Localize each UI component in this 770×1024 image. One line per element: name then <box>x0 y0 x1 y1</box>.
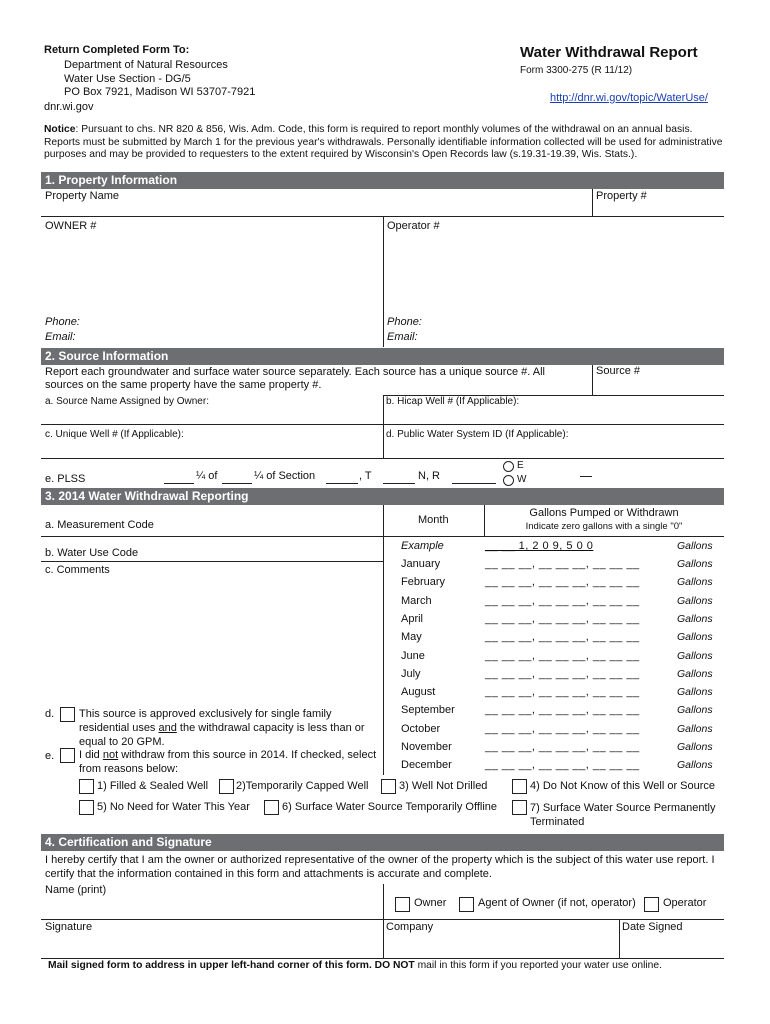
no-withdrawal-text-2: withdraw from this source in 2014. If checked, select from reasons below: <box>79 749 377 775</box>
month-row <box>401 613 731 631</box>
plss-township-label: , T <box>359 470 372 482</box>
section-2-header: 2. Source Information <box>41 348 724 365</box>
notice <box>44 124 729 162</box>
d-letter: d. <box>45 708 55 720</box>
month-name: March <box>401 594 432 607</box>
single-family-text <box>79 707 379 749</box>
month-name: July <box>401 667 421 680</box>
month-name: January <box>401 558 441 570</box>
month-gallons-field[interactable]: __ __ __, __ __ __, __ __ __ <box>485 576 640 589</box>
month-unit: Gallons <box>677 741 713 753</box>
month-gallons-field[interactable]: __ __ __, __ __ __, __ __ __ <box>485 631 640 644</box>
east-radio[interactable] <box>503 461 514 472</box>
reason-5-checkbox[interactable] <box>79 800 94 815</box>
no-withdrawal-text <box>79 748 379 776</box>
public-water-id-label: d. Public Water System ID (If Applicable): <box>386 429 569 440</box>
single-family-text-and: and <box>158 722 177 734</box>
property-name-label: Property Name <box>45 190 119 202</box>
month-gallons-field[interactable]: __ __ __, __ __ __, __ __ __ <box>485 667 640 680</box>
example-row <box>401 540 731 558</box>
example-value: __ __ 1, 2 0 9, 5 0 0 <box>485 540 594 552</box>
month-unit: Gallons <box>677 704 713 717</box>
reason-5-label: 5) No Need for Water This Year <box>97 801 250 813</box>
reason-1-label: 1) Filled & Sealed Well <box>97 780 209 792</box>
agent-checkbox[interactable] <box>459 897 474 912</box>
water-use-link[interactable]: http://dnr.wi.gov/topic/WaterUse/ <box>550 92 708 104</box>
source-instructions: Report each groundwater and surface water source separately. Each source has a unique source #. All sources on the same property have the same property #. <box>45 366 545 391</box>
month-gallons-field[interactable]: __ __ __, __ __ __, __ __ __ <box>485 612 640 625</box>
section-3-header: 3. 2014 Water Withdrawal Reporting <box>41 488 724 505</box>
month-row <box>401 723 731 741</box>
reason-7-label: 7) Surface Water Source Permanently Terminated <box>530 802 716 828</box>
company-label: Company <box>386 921 434 933</box>
month-row <box>401 650 731 668</box>
month-name: September <box>401 704 455 717</box>
month-row <box>401 741 731 759</box>
single-family-text-1: This source is approved exclusively for single family residential uses <box>79 708 332 734</box>
month-gallons-field[interactable]: __ __ __, __ __ __, __ __ __ <box>485 759 640 772</box>
month-row <box>401 704 731 722</box>
address-line: PO Box 7921, Madison WI 53707-7921 <box>64 86 256 98</box>
month-row <box>401 668 731 686</box>
source-number-label: Source # <box>596 365 641 377</box>
reason-6-checkbox[interactable] <box>264 800 279 815</box>
plss-range-label: N, R <box>418 470 440 482</box>
month-gallons-field[interactable]: __ __ __, __ __ __, __ __ __ <box>485 741 640 753</box>
month-row <box>401 558 731 576</box>
gallons-subheader: Indicate zero gallons with a single "0" <box>525 521 683 532</box>
plss-quarter-1: ¼ of <box>196 470 218 482</box>
single-family-checkbox[interactable] <box>60 707 75 722</box>
form-title: Water Withdrawal Report <box>520 44 698 61</box>
month-name: August <box>401 686 436 699</box>
owner-checkbox[interactable] <box>395 897 410 912</box>
owner-label: Owner <box>414 897 447 909</box>
operator-phone-label: Phone: <box>387 316 422 328</box>
owner-phone-label: Phone: <box>45 316 80 328</box>
reason-3-label: 3) Well Not Drilled <box>399 780 488 792</box>
month-row <box>401 686 731 704</box>
reason-6-label: 6) Surface Water Source Temporarily Offline <box>282 801 497 813</box>
no-withdrawal-text-1: I did <box>79 749 103 761</box>
reason-4-label: 4) Do Not Know of this Well or Source <box>530 780 716 792</box>
month-unit: Gallons <box>677 667 713 680</box>
month-unit: Gallons <box>677 759 713 772</box>
no-withdrawal-text-not: not <box>102 749 119 761</box>
reason-2-checkbox[interactable] <box>219 779 234 794</box>
notice-label: Notice <box>44 124 76 135</box>
month-gallons-field[interactable]: __ __ __, __ __ __, __ __ __ <box>485 558 640 570</box>
return-to-label: Return Completed Form To: <box>44 44 190 56</box>
plss-section-label: ¼ of Section <box>254 470 316 482</box>
month-name: February <box>401 576 446 589</box>
operator-checkbox[interactable] <box>644 897 659 912</box>
section-1-header: 1. Property Information <box>41 172 724 189</box>
month-unit: Gallons <box>677 558 713 570</box>
no-withdrawal-checkbox[interactable] <box>60 748 75 763</box>
mailing-address <box>64 59 255 100</box>
certification-text: I hereby certify that I am the owner or authorized representative of the owner of the property which is the subject of this water use report. I certify that the information contained in this form and attachments is accurate and complete. <box>45 854 715 880</box>
plss-label: e. PLSS <box>45 473 86 485</box>
month-unit: Gallons <box>677 649 713 662</box>
month-gallons-field[interactable]: __ __ __, __ __ __, __ __ __ <box>485 722 640 735</box>
reason-7-checkbox[interactable] <box>512 800 527 815</box>
unique-well-label: c. Unique Well # (If Applicable): <box>45 429 184 440</box>
footer-rest: mail in this form if you reported your water use online. <box>414 960 662 971</box>
date-signed-label: Date Signed <box>622 921 683 933</box>
month-name: December <box>401 759 452 772</box>
reason-1-checkbox[interactable] <box>79 779 94 794</box>
section-4-header: 4. Certification and Signature <box>41 834 724 851</box>
month-name: October <box>401 722 441 735</box>
reason-2-label: 2)Temporarily Capped Well <box>236 780 369 792</box>
month-unit: Gallons <box>677 686 713 699</box>
e-letter: e. <box>45 750 55 762</box>
month-unit: Gallons <box>677 631 713 644</box>
form-number: Form 3300-275 (R 11/12) <box>520 65 633 76</box>
owner-email-label: Email: <box>45 331 76 343</box>
notice-text: : Pursuant to chs. NR 820 & 856, Wis. Adm. Code, this form is required to report monthly volumes of the withdrawal on an annual basis. Reports must be submitted by March 1 for the previous year's withdrawals. Personally identifiable information collected will be used for administrative purposes and may be provided to requesters to the extent required by Wisconsin's Open Records law (s.19.31-19.39, Wis. Stats.). <box>44 124 723 160</box>
dnr-website: dnr.wi.gov <box>44 101 94 113</box>
footer-bold: Mail signed form to address in upper left-hand corner of this form. DO NOT <box>48 960 415 971</box>
reason-3-checkbox[interactable] <box>381 779 396 794</box>
example-unit: Gallons <box>677 540 713 552</box>
gallons-header: Gallons Pumped or Withdrawn <box>529 507 679 519</box>
month-row <box>401 631 731 649</box>
operator-email-label: Email: <box>387 331 418 343</box>
footer-note <box>48 960 662 971</box>
water-use-code-label: b. Water Use Code <box>45 547 139 559</box>
measurement-code-label: a. Measurement Code <box>45 519 154 531</box>
month-name: May <box>401 631 422 644</box>
month-unit: Gallons <box>677 612 713 625</box>
signature-label: Signature <box>45 921 93 933</box>
single-family-text-2: the withdrawal capacity is less than or equal to 20 GPM. <box>79 722 365 748</box>
month-unit: Gallons <box>677 576 713 589</box>
owner-number-label: OWNER # <box>45 220 97 232</box>
hicap-well-label: b. Hicap Well # (If Applicable): <box>386 396 520 407</box>
month-name: April <box>401 612 424 625</box>
agent-label: Agent of Owner (if not, operator) <box>478 897 636 909</box>
month-header: Month <box>418 514 449 526</box>
month-gallons-field[interactable]: __ __ __, __ __ __, __ __ __ <box>485 704 640 717</box>
month-name: June <box>401 649 425 662</box>
month-unit: Gallons <box>677 722 713 735</box>
source-name-label: a. Source Name Assigned by Owner: <box>45 396 209 407</box>
east-label: E <box>517 460 524 471</box>
month-gallons-field[interactable]: __ __ __, __ __ __, __ __ __ <box>485 594 640 607</box>
operator-number-label: Operator # <box>387 220 440 232</box>
address-line: Water Use Section - DG/5 <box>64 72 191 85</box>
name-print-label: Name (print) <box>45 884 107 896</box>
month-unit: Gallons <box>677 594 713 607</box>
month-gallons-field[interactable]: __ __ __, __ __ __, __ __ __ <box>485 649 640 662</box>
reason-4-checkbox[interactable] <box>512 779 527 794</box>
west-radio[interactable] <box>503 475 514 486</box>
address-line: Department of Natural Resources <box>64 59 228 71</box>
west-label: W <box>517 474 527 485</box>
month-gallons-field[interactable]: __ __ __, __ __ __, __ __ __ <box>485 686 640 699</box>
example-label: Example <box>401 540 444 552</box>
comments-label: c. Comments <box>45 564 110 576</box>
month-row <box>401 759 731 777</box>
month-name: November <box>401 741 452 753</box>
property-number-label: Property # <box>596 190 647 202</box>
operator-label: Operator <box>663 897 707 909</box>
month-row <box>401 595 731 613</box>
month-row <box>401 576 731 594</box>
